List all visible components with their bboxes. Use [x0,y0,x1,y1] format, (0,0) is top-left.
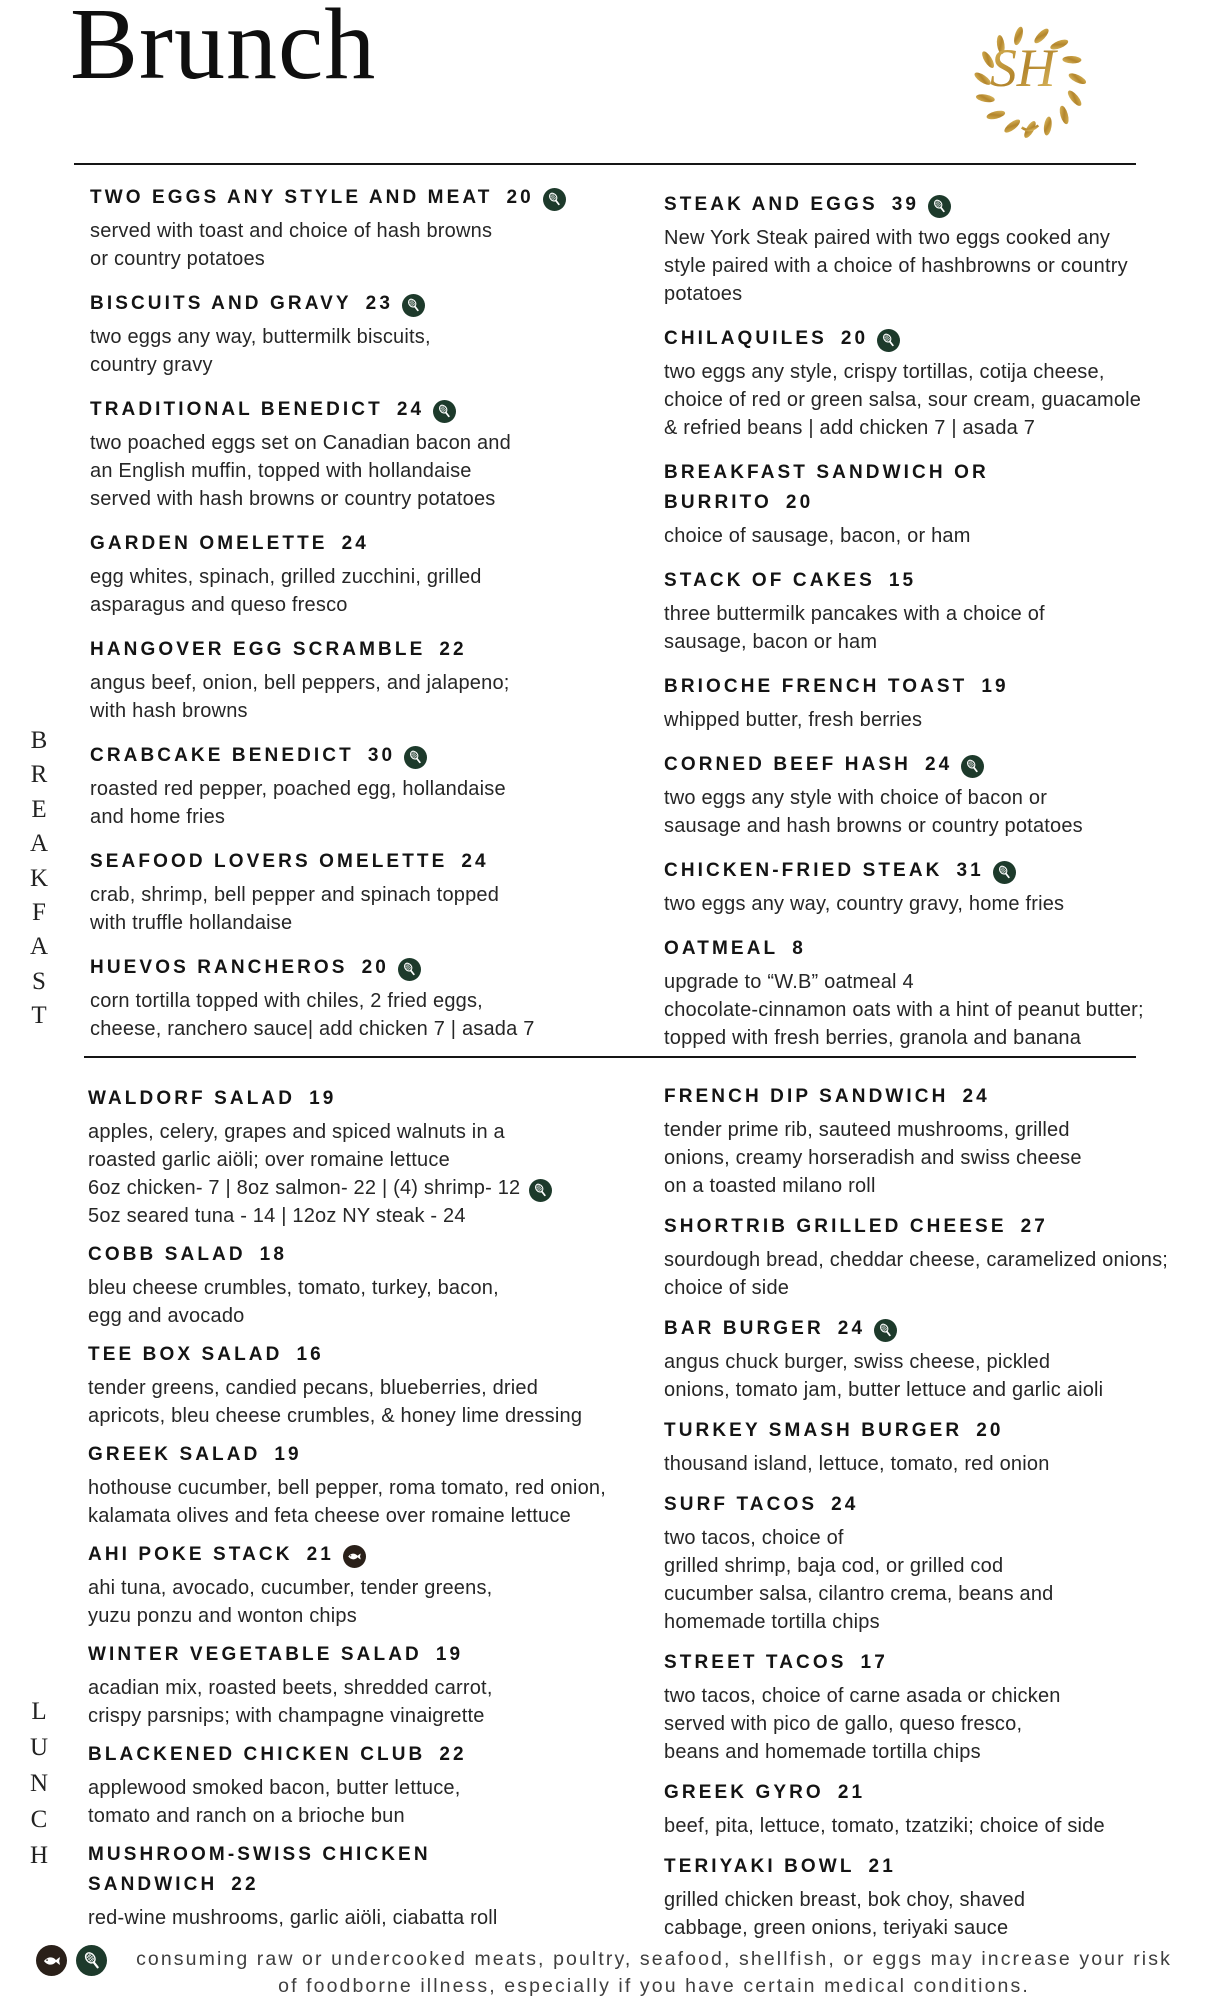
item-description-line: two tacos, choice of [664,1527,844,1549]
item-description-line: tender greens, candied pecans, blueberries, dried [88,1377,539,1399]
vertical-letter: K [29,864,49,892]
item-name-line2: SANDWICH 22 [88,1874,259,1895]
item-description [88,1374,656,1430]
item-name: TEE BOX SALAD 16 [88,1344,324,1365]
menu-item [88,1540,656,1630]
laurel-wreath-logo-icon [968,18,1092,146]
header-rule [74,163,1136,165]
item-name: BRIOCHE FRENCH TOAST 19 [664,676,1009,697]
item-description-line: crispy parsnips; with champagne vinaigrette [88,1705,485,1727]
fish-icon [36,1945,67,1976]
vertical-letter: T [31,1002,47,1030]
item-description-line: ahi tuna, avocado, cucumber, tender greens, [88,1577,493,1599]
menu-item [664,566,1212,656]
item-heading [90,953,650,983]
item-heading [88,1440,656,1470]
item-name: WALDORF SALAD 19 [88,1088,337,1109]
menu-item [90,635,650,725]
vertical-letter: R [30,761,48,789]
item-price: 20 [840,328,869,349]
item-description-line: egg whites, spinach, grilled zucchini, grilled [90,566,482,588]
item-heading [90,183,650,213]
item-description-line: cucumber salsa, cilantro crema, beans and [664,1583,1054,1605]
item-heading [664,1852,1212,1882]
item-name: AHI POKE STACK 21 [88,1540,656,1570]
item-description-line: sausage and hash browns or country potatoes [664,815,1083,837]
item-description-line: choice of red or green salsa, sour cream, guacamole [664,389,1142,411]
item-description-line: chocolate-cinnamon oats with a hint of peanut butter; [664,999,1144,1021]
item-price: 24 [962,1086,990,1107]
item-name: BAR BURGER 24 [664,1314,1212,1344]
item-price: 15 [888,570,917,591]
item-price: 19 [274,1444,302,1465]
item-price: 20 [976,1420,1004,1441]
racquet-icon [993,861,1016,884]
item-name: HANGOVER EGG SCRAMBLE 22 [90,639,467,660]
item-name: STACK OF CAKES 15 [664,570,917,591]
item-name: GREEK GYRO 21 [664,1782,866,1803]
item-description-line: onions, tomato jam, butter lettuce and garlic aioli [664,1379,1104,1401]
vertical-letter: U [29,1734,49,1761]
item-price: 24 [925,754,953,775]
item-heading [664,1778,1212,1808]
racquet-icon [529,1179,552,1202]
item-description-line: kalamata olives and feta cheese over romaine lettuce [88,1505,571,1527]
item-description [664,968,1212,1052]
item-price: 27 [1020,1216,1048,1237]
item-name: SEAFOOD LOVERS OMELETTE 24 [90,851,489,872]
item-description-line: two poached eggs set on Canadian bacon and [90,432,511,454]
item-name: WINTER VEGETABLE SALAD 19 [88,1644,464,1665]
lunch-right-column [664,1082,1212,1954]
item-description-line: roasted garlic aiöli; over romaine lettuce [88,1149,450,1171]
item-description [90,669,650,725]
item-name: CORNED BEEF HASH 24 [664,750,1212,780]
menu-item [664,1490,1212,1636]
item-name: CRABCAKE BENEDICT 30 [90,741,650,771]
item-heading [88,1640,656,1670]
breakfast-right-column [664,190,1212,1068]
item-name: CHICKEN-FRIED STEAK 31 [664,856,1212,886]
item-description-line: two eggs any way, buttermilk biscuits, [90,326,431,348]
racquet-icon [76,1945,107,1976]
item-description [88,1774,656,1830]
item-description-line: choice of side [664,1277,790,1299]
item-heading [664,1082,1212,1112]
item-name: TWO EGGS ANY STYLE AND MEAT 20 [90,183,650,213]
item-description-line: choice of sausage, bacon, or ham [664,525,971,547]
item-name: BREAKFAST SANDWICH OR [664,462,989,483]
item-description-line: New York Steak paired with two eggs cooked any [664,227,1111,249]
menu-item [90,289,650,379]
vertical-letter: L [31,1698,47,1725]
item-description-line: beef, pita, lettuce, tomato, tzatziki; choice of side [664,1815,1105,1837]
item-description [664,600,1212,656]
item-price: 24 [461,851,489,872]
item-description-line: angus beef, onion, bell peppers, and jalapeno; [90,672,510,694]
menu-item [88,1084,656,1230]
item-description [664,358,1212,442]
menu-item [664,1082,1212,1200]
item-description [88,1574,656,1630]
menu-item [88,1240,656,1330]
racquet-icon [928,195,951,218]
item-price: 30 [367,745,396,766]
menu-item [90,529,650,619]
item-description-line: beans and homemade tortilla chips [664,1741,981,1763]
fish-icon [343,1545,366,1568]
item-description [90,323,650,379]
item-heading [664,566,1212,596]
item-description [88,1674,656,1730]
item-description-line: three buttermilk pancakes with a choice of [664,603,1045,625]
item-description-line: corn tortilla topped with chiles, 2 fried eggs, [90,990,483,1012]
item-price: 20 [785,492,814,513]
menu-item [88,1840,656,1932]
item-heading [88,1740,656,1770]
item-name: CHILAQUILES 20 [664,324,1212,354]
item-description-line: on a toasted milano roll [664,1175,876,1197]
menu-item [90,395,650,513]
menu-item [90,183,650,273]
item-description-line: sourdough bread, cheddar cheese, caramelized onions; [664,1249,1169,1271]
menu-item [90,741,650,831]
item-name: STREET TACOS 17 [664,1652,888,1673]
item-description-line: bleu cheese crumbles, tomato, turkey, bacon, [88,1277,499,1299]
item-description-line: tender prime rib, sauteed mushrooms, grilled [664,1119,1070,1141]
item-description-line: with truffle hollandaise [90,912,293,934]
item-price: 39 [891,194,920,215]
item-name: COBB SALAD 18 [88,1244,288,1265]
footer-disclaimer-line2: of foodborne illness, especially if you have certain medical conditions. [278,1975,1030,1997]
item-name: OATMEAL 8 [664,938,806,959]
racquet-icon [398,958,421,981]
item-description-line: whipped butter, fresh berries [664,709,923,731]
racquet-icon [402,294,425,317]
item-description-line: hothouse cucumber, bell pepper, roma tomato, red onion, [88,1477,606,1499]
vertical-letter: N [29,1770,49,1797]
item-description-line: onions, creamy horseradish and swiss cheese [664,1147,1082,1169]
item-heading [90,395,650,425]
item-price: 16 [296,1344,324,1365]
item-description [90,881,650,937]
menu-item [664,324,1212,442]
racquet-icon [433,400,456,423]
item-price: 19 [435,1644,464,1665]
menu-item [664,1648,1212,1766]
racquet-icon [543,188,566,211]
menu-item [90,847,650,937]
vertical-letter: C [30,1806,48,1833]
item-price: 22 [439,639,467,660]
menu-item [664,1778,1212,1840]
item-price: 19 [309,1088,337,1109]
item-price: 21 [837,1782,866,1803]
item-price: 31 [956,860,984,881]
vertical-letter: H [29,1842,49,1869]
footer-disclaimer-line1: consuming raw or undercooked meats, poultry, seafood, shellfish, or eggs may increase your risk [136,1948,1172,1970]
item-price: 24 [396,399,425,420]
item-description-line: or country potatoes [90,248,266,270]
menu-item [664,672,1212,734]
item-description-line: an English muffin, topped with hollandaise [90,460,472,482]
item-description-line: & refried beans | add chicken 7 | asada 7 [664,417,1036,439]
item-description [664,224,1212,308]
lunch-left-column [88,1084,656,1942]
item-description-line: two tacos, choice of carne asada or chicken [664,1685,1061,1707]
footer-legend-icons [36,1945,107,1976]
item-description [90,563,650,619]
item-description-line: 5oz seared tuna - 14 | 12oz NY steak - 24 [88,1205,466,1227]
item-price: 21 [868,1856,896,1877]
menu-item [664,1212,1212,1302]
item-heading [664,458,1212,518]
item-heading [88,1340,656,1370]
vertical-letter: E [31,795,47,823]
item-name-line2: BURRITO 20 [664,492,814,513]
item-heading [90,741,650,771]
item-heading [664,750,1212,780]
item-description-line: topped with fresh berries, granola and banana [664,1027,1082,1049]
menu-item [88,1740,656,1830]
item-price: 19 [981,676,1009,697]
item-heading [664,1416,1212,1446]
item-description-line: served with pico de gallo, queso fresco, [664,1713,1023,1735]
item-description-line: asparagus and queso fresco [90,594,348,616]
item-name: MUSHROOM-SWISS CHICKEN [88,1844,431,1865]
item-description-line: apricots, bleu cheese crumbles, & honey lime dressing [88,1405,583,1427]
section-divider-rule [84,1056,1136,1058]
menu-item [664,856,1212,918]
item-description [88,1274,656,1330]
item-description [664,890,1212,918]
menu-item [90,953,650,1043]
item-heading [88,1084,656,1114]
item-description-line: applewood smoked bacon, butter lettuce, [88,1777,461,1799]
item-price: 23 [365,293,393,314]
item-description-line: served with toast and choice of hash browns [90,220,493,242]
item-name: HUEVOS RANCHEROS 20 [90,953,650,983]
item-heading [90,529,650,559]
item-heading [88,1840,656,1900]
item-description-line: acadian mix, roasted beets, shredded carrot, [88,1677,493,1699]
item-heading [664,1212,1212,1242]
item-description-line: upgrade to “W.B” oatmeal 4 [664,971,914,993]
item-description-line: grilled shrimp, baja cod, or grilled cod [664,1555,1004,1577]
item-description [90,987,650,1043]
menu-item [664,750,1212,840]
item-description [90,217,650,273]
vertical-letter: A [29,933,49,961]
item-heading [664,1314,1212,1344]
item-description-line: two eggs any style with choice of bacon or [664,787,1048,809]
item-price: 8 [792,938,806,959]
item-heading [664,1490,1212,1520]
item-description [90,429,650,513]
item-heading [88,1540,656,1570]
item-price: 24 [341,533,369,554]
item-name: TERIYAKI BOWL 21 [664,1856,896,1877]
menu-item [664,458,1212,550]
item-description-line: roasted red pepper, poached egg, hollandaise [90,778,506,800]
item-description [664,1246,1212,1302]
item-description [90,775,650,831]
racquet-icon [961,755,984,778]
item-price: 24 [837,1318,866,1339]
item-name: BLACKENED CHICKEN CLUB 22 [88,1744,467,1765]
footer-disclaimer [104,1946,1204,2000]
item-price: 18 [259,1244,288,1265]
item-description [664,1450,1212,1478]
menu-item [664,1416,1212,1478]
item-price: 20 [506,187,534,208]
racquet-icon [877,329,900,352]
item-description [664,1524,1212,1636]
item-name: BISCUITS AND GRAVY 23 [90,289,650,319]
item-heading [90,289,650,319]
item-heading [664,672,1212,702]
item-heading [88,1240,656,1270]
item-price: 20 [361,957,389,978]
racquet-icon [874,1319,897,1342]
vertical-label-breakfast [24,724,54,1034]
item-description-line: apples, celery, grapes and spiced walnuts in a [88,1121,505,1143]
item-heading [90,635,650,665]
item-description-line: two eggs any style, crispy tortillas, cotija cheese, [664,361,1105,383]
item-description-line: red-wine mushrooms, garlic aiöli, ciabatta roll [88,1907,498,1929]
menu-item [664,190,1212,308]
item-description [664,1348,1212,1404]
menu-item [664,934,1212,1052]
item-name: SHORTRIB GRILLED CHEESE 27 [664,1216,1048,1237]
racquet-icon [404,746,427,769]
vertical-letter: S [32,967,46,995]
item-description [664,1812,1212,1840]
vertical-label-lunch [24,1694,54,1874]
item-description-line: angus chuck burger, swiss cheese, pickled [664,1351,1051,1373]
vertical-letter: F [32,899,46,927]
menu-item [88,1340,656,1430]
item-heading [664,324,1212,354]
item-description [664,784,1212,840]
item-description-line: style paired with a choice of hashbrowns or country [664,255,1128,277]
item-description-line: thousand island, lettuce, tomato, red onion [664,1453,1050,1475]
menu-item [88,1640,656,1730]
item-heading [664,1648,1212,1678]
vertical-letter: A [29,830,49,858]
item-price: 22 [231,1874,259,1895]
vertical-letter: B [30,727,48,754]
item-description-line: crab, shrimp, bell pepper and spinach topped [90,884,500,906]
item-description-line: served with hash browns or country potatoes [90,488,496,510]
item-description [664,706,1212,734]
item-description-line: sausage, bacon or ham [664,631,878,653]
item-price: 21 [306,1544,334,1565]
item-heading [664,190,1212,220]
item-price: 17 [860,1652,888,1673]
item-name: FRENCH DIP SANDWICH 24 [664,1086,990,1107]
item-description-line: grilled chicken breast, bok choy, shaved [664,1889,1026,1911]
item-name: GREEK SALAD 19 [88,1444,302,1465]
item-description-line: potatoes [664,283,743,305]
item-description-line: and home fries [90,806,226,828]
item-price: 22 [439,1744,467,1765]
item-price: 24 [831,1494,859,1515]
page-title: Brunch [70,0,377,101]
item-description-line: yuzu ponzu and wonton chips [88,1605,357,1627]
item-description-line: 6oz chicken- 7 | 8oz salmon- 22 | (4) shrimp- 12 [88,1174,656,1202]
item-description-line: egg and avocado [88,1305,245,1327]
item-description [664,1886,1212,1942]
item-description-line: two eggs any way, country gravy, home fries [664,893,1065,915]
item-description-line: cabbage, green onions, teriyaki sauce [664,1917,1009,1939]
monogram-text: SH [989,38,1056,99]
item-description [88,1474,656,1530]
item-description-line: country gravy [90,354,213,376]
item-heading [664,856,1212,886]
item-name: TURKEY SMASH BURGER 20 [664,1420,1004,1441]
item-name: TRADITIONAL BENEDICT 24 [90,395,650,425]
item-name: SURF TACOS 24 [664,1494,859,1515]
item-name: GARDEN OMELETTE 24 [90,533,369,554]
item-description-line: tomato and ranch on a brioche bun [88,1805,405,1827]
item-description-line: cheese, ranchero sauce| add chicken 7 | asada 7 [90,1018,535,1040]
item-description [88,1904,656,1932]
item-name: STEAK AND EGGS 39 [664,190,1212,220]
item-description-line: homemade tortilla chips [664,1611,880,1633]
menu-item [664,1314,1212,1404]
breakfast-left-column [90,183,650,1059]
item-description-line: with hash browns [90,700,248,722]
menu-item [664,1852,1212,1942]
item-heading [90,847,650,877]
item-heading [664,934,1212,964]
item-description [88,1118,656,1230]
menu-item [88,1440,656,1530]
item-description [664,522,1212,550]
item-description [664,1682,1212,1766]
item-description [664,1116,1212,1200]
